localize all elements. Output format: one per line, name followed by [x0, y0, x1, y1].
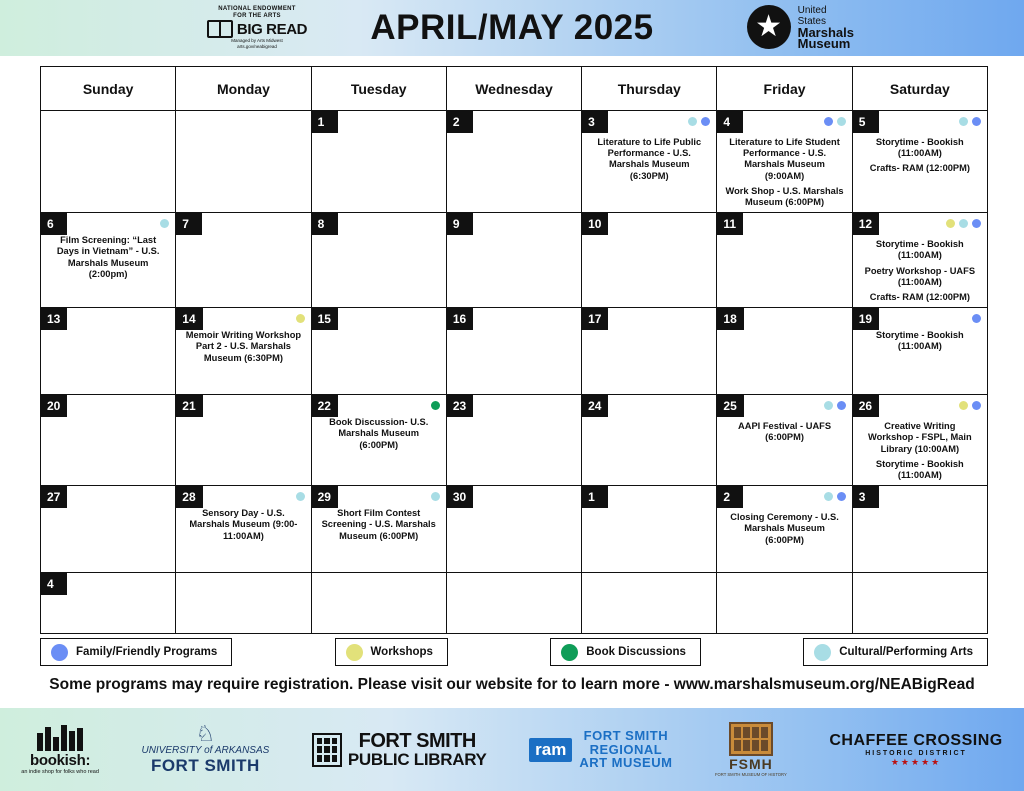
day-number: 4 [717, 111, 743, 133]
event-entry: Storytime - Bookish (11:00AM) [875, 330, 964, 352]
day-number: 24 [582, 395, 608, 417]
category-dot-cultural [431, 492, 440, 501]
calendar-day-cell [717, 308, 852, 395]
category-dot-family [972, 314, 981, 323]
calendar-day-cell [717, 111, 852, 213]
day-number: 9 [447, 213, 473, 235]
chaffee-line2: HISTORIC DISTRICT [865, 749, 967, 757]
fspl-line1: FORT SMITH [358, 729, 476, 752]
event-entry: Crafts- RAM (12:00PM) [869, 292, 970, 303]
category-dot-family [837, 401, 846, 410]
fort-smith-museum-of-history-logo [715, 722, 787, 777]
registration-note: Some programs may require registration. Please visit our website for to learn more - www.marshalsmuseum.org/NEABigRead [49, 676, 975, 693]
calendar-day-cell [41, 111, 176, 213]
event-entry: Memoir Writing Workshop Part 2 - U.S. Marshals Museum (6:30PM) [185, 330, 302, 363]
day-number: 4 [41, 573, 67, 595]
calendar-day-cell [176, 308, 311, 395]
legend-label: Family/Friendly Programs [76, 646, 218, 658]
page-header [0, 0, 1024, 56]
event-entry: Storytime - Bookish (11:00AM) [875, 239, 964, 261]
calendar-day-cell [176, 395, 311, 486]
category-dot-book [431, 401, 440, 410]
calendar-day-cell [717, 486, 852, 573]
calendar-week-row [41, 486, 988, 573]
legend-item-family [40, 638, 232, 666]
calendar-day-cell [717, 395, 852, 486]
nea-logo-line4: arts.gov/neabigread [237, 44, 277, 49]
category-dot-cultural [824, 492, 833, 501]
legend-dot-workshop [346, 644, 363, 661]
day-number: 2 [447, 111, 473, 133]
uafs-line2: FORT SMITH [150, 756, 260, 775]
calendar-day-cell [311, 213, 446, 308]
bookish-tagline: an indie shop for folks who read [21, 768, 99, 775]
sponsor-footer [0, 708, 1024, 791]
category-dots [824, 117, 846, 126]
event-entry: Closing Ceremony - U.S. Marshals Museum (6:00PM) [730, 512, 839, 545]
legend-label: Workshops [370, 646, 433, 658]
legend-label: Book Discussions [586, 646, 686, 658]
weekday-header: Friday [717, 67, 852, 111]
nea-logo-line2: BIG READ [236, 20, 308, 38]
calendar-day-cell [311, 573, 446, 634]
day-number: 22 [312, 395, 338, 417]
library-building-icon [312, 733, 342, 767]
calendar-day-cell [582, 573, 717, 634]
usms-line1: United [797, 5, 827, 16]
day-number: 17 [582, 308, 608, 330]
category-dot-family [824, 117, 833, 126]
bookish-name: bookish: [30, 751, 91, 769]
weekday-header: Monday [176, 67, 311, 111]
legend-dot-cultural [814, 644, 831, 661]
ram-mark: ram [529, 738, 572, 762]
category-dot-cultural [296, 492, 305, 501]
calendar-day-cell [41, 308, 176, 395]
uafs-line1: UNIVERSITY of ARKANSAS [141, 745, 270, 756]
day-number: 21 [176, 395, 202, 417]
weekday-header: Saturday [852, 67, 987, 111]
day-number: 14 [176, 308, 202, 330]
nea-logo-line1b: FOR THE ARTS [233, 13, 281, 19]
legend-item-workshop [335, 638, 448, 666]
event-entry: Literature to Life Public Performance - U.S. Marshals Museum (6:30PM) [597, 137, 702, 181]
calendar-day-cell [852, 308, 987, 395]
fort-smith-public-library-logo [312, 729, 487, 769]
calendar-day-cell [446, 395, 581, 486]
nea-big-read-logo [198, 4, 316, 52]
day-number: 3 [582, 111, 608, 133]
category-dot-family [972, 117, 981, 126]
day-number: 15 [312, 308, 338, 330]
chaffee-crossing-logo [829, 732, 1002, 768]
ram-line2: REGIONAL [589, 741, 663, 757]
weekday-header: Tuesday [311, 67, 446, 111]
category-dots [688, 117, 710, 126]
day-number: 25 [717, 395, 743, 417]
category-dots [959, 117, 981, 126]
category-dot-family [701, 117, 710, 126]
category-dots [972, 314, 981, 323]
regional-art-museum-logo [529, 729, 672, 770]
calendar-day-cell [176, 213, 311, 308]
category-dot-cultural [688, 117, 697, 126]
category-dot-cultural [837, 117, 846, 126]
weekday-header: Wednesday [446, 67, 581, 111]
day-number: 8 [312, 213, 338, 235]
calendar-day-cell [311, 308, 446, 395]
calendar-week-row [41, 308, 988, 395]
category-dots [431, 492, 440, 501]
calendar-table [40, 66, 988, 634]
category-dot-family [972, 401, 981, 410]
legend-item-book [550, 638, 701, 666]
category-dots [296, 492, 305, 501]
calendar-day-cell [311, 486, 446, 573]
calendar-day-cell [41, 213, 176, 308]
legend-label: Cultural/Performing Arts [839, 646, 973, 658]
event-entry: Storytime - Bookish (11:00AM) [875, 137, 964, 159]
uafs-logo [141, 723, 269, 776]
event-entry: Film Screening: “Last Days in Vietnam” - U.S. Marshals Museum (2:00pm) [56, 235, 160, 279]
calendar-week-row [41, 111, 988, 213]
usms-line4: Museum [797, 36, 851, 51]
calendar-week-row [41, 395, 988, 486]
bookish-logo [21, 725, 99, 775]
museum-building-icon [729, 722, 773, 756]
ram-line3: ART MUSEUM [579, 755, 673, 771]
calendar-week-row [41, 573, 988, 634]
usms-line3: Marshals [797, 25, 854, 40]
weekday-header: Thursday [582, 67, 717, 111]
day-number: 11 [717, 213, 743, 235]
category-dots [824, 401, 846, 410]
calendar-day-cell [446, 308, 581, 395]
calendar-day-cell [852, 486, 987, 573]
calendar-day-cell [717, 213, 852, 308]
category-dot-workshop [959, 401, 968, 410]
event-entry: Creative Writing Workshop - FSPL, Main Library (10:00AM) [868, 421, 972, 454]
category-dot-cultural [824, 401, 833, 410]
calendar-day-cell [41, 573, 176, 634]
lion-icon: ♘ [195, 721, 216, 746]
event-entry: Work Shop - U.S. Marshals Museum (6:00PM) [725, 185, 844, 208]
books-icon [37, 725, 83, 751]
calendar-day-cell [852, 573, 987, 634]
calendar-day-cell [41, 395, 176, 486]
event-entry: Storytime - Bookish (11:00AM) [875, 458, 964, 481]
day-number: 13 [41, 308, 67, 330]
event-entry: Poetry Workshop - UAFS (11:00AM) [864, 265, 976, 287]
day-number: 23 [447, 395, 473, 417]
event-entry: AAPI Festival - UAFS (6:00PM) [738, 421, 832, 443]
day-number: 5 [853, 111, 879, 133]
category-dot-family [972, 219, 981, 228]
event-entry: Literature to Life Student Performance - U.S. Marshals Museum (9:00AM) [729, 137, 840, 181]
calendar-day-cell [311, 395, 446, 486]
day-number: 30 [447, 486, 473, 508]
day-number: 2 [717, 486, 743, 508]
category-dots [824, 492, 846, 501]
calendar-day-cell [176, 486, 311, 573]
usms-line2: States [797, 16, 826, 27]
category-dot-workshop [946, 219, 955, 228]
calendar-day-cell [446, 111, 581, 213]
weekday-header: Sunday [41, 67, 176, 111]
day-number: 12 [853, 213, 879, 235]
day-number: 28 [176, 486, 202, 508]
category-dots [431, 401, 440, 410]
day-number: 26 [853, 395, 879, 417]
legend [40, 638, 988, 666]
category-dots [959, 401, 981, 410]
calendar-day-cell [582, 395, 717, 486]
event-entry: Crafts- RAM (12:00PM) [869, 163, 970, 174]
category-dots [160, 219, 169, 228]
day-number: 19 [853, 308, 879, 330]
calendar-body [41, 111, 988, 634]
calendar-day-cell [582, 486, 717, 573]
calendar-day-cell [582, 213, 717, 308]
chaffee-stars: ★★★★★ [890, 756, 942, 767]
calendar-day-cell [446, 213, 581, 308]
ram-line1: FORT SMITH [583, 728, 669, 744]
category-dot-family [837, 492, 846, 501]
page-title: APRIL/MAY 2025 [370, 8, 654, 47]
calendar-day-cell [446, 486, 581, 573]
day-number: 1 [312, 111, 338, 133]
legend-dot-family [51, 644, 68, 661]
day-number: 20 [41, 395, 67, 417]
calendar-day-cell [852, 395, 987, 486]
calendar-day-cell [446, 573, 581, 634]
calendar-day-cell [852, 213, 987, 308]
nea-logo-line3: Managed by Arts Midwest [231, 38, 283, 43]
category-dots [946, 219, 981, 228]
fspl-line2: PUBLIC LIBRARY [347, 749, 487, 769]
star-icon [747, 5, 791, 49]
category-dot-cultural [959, 219, 968, 228]
day-number: 16 [447, 308, 473, 330]
calendar-day-cell [582, 111, 717, 213]
us-marshals-museum-logo [747, 5, 854, 49]
calendar-day-cell [176, 111, 311, 213]
category-dots [296, 314, 305, 323]
weekday-header-row [41, 67, 988, 111]
fsmh-abbr: FSMH [729, 756, 773, 772]
category-dot-cultural [160, 219, 169, 228]
event-entry: Sensory Day - U.S. Marshals Museum (9:00-11:00AM) [189, 508, 298, 541]
book-icon [207, 20, 233, 38]
calendar-day-cell [41, 486, 176, 573]
day-number: 6 [41, 213, 67, 235]
fsmh-full: FORT SMITH MUSEUM OF HISTORY [714, 772, 787, 777]
chaffee-line1: CHAFFEE CROSSING [829, 731, 1003, 749]
nea-logo-line1: NATIONAL ENDOWMENT [218, 6, 296, 12]
day-number: 1 [582, 486, 608, 508]
day-number: 27 [41, 486, 67, 508]
day-number: 3 [853, 486, 879, 508]
calendar-day-cell [582, 308, 717, 395]
day-number: 18 [717, 308, 743, 330]
event-entry: Short Film Contest Screening - U.S. Marshals Museum (6:00PM) [321, 508, 436, 541]
day-number: 7 [176, 213, 202, 235]
calendar-day-cell [311, 111, 446, 213]
day-number: 10 [582, 213, 608, 235]
day-number: 29 [312, 486, 338, 508]
event-entry: Book Discussion- U.S. Marshals Museum (6:00PM) [329, 417, 429, 450]
category-dot-workshop [296, 314, 305, 323]
calendar-day-cell [852, 111, 987, 213]
legend-item-cultural [803, 638, 988, 666]
legend-dot-book [561, 644, 578, 661]
calendar-week-row [41, 213, 988, 308]
calendar-day-cell [717, 573, 852, 634]
calendar-day-cell [176, 573, 311, 634]
category-dot-cultural [959, 117, 968, 126]
